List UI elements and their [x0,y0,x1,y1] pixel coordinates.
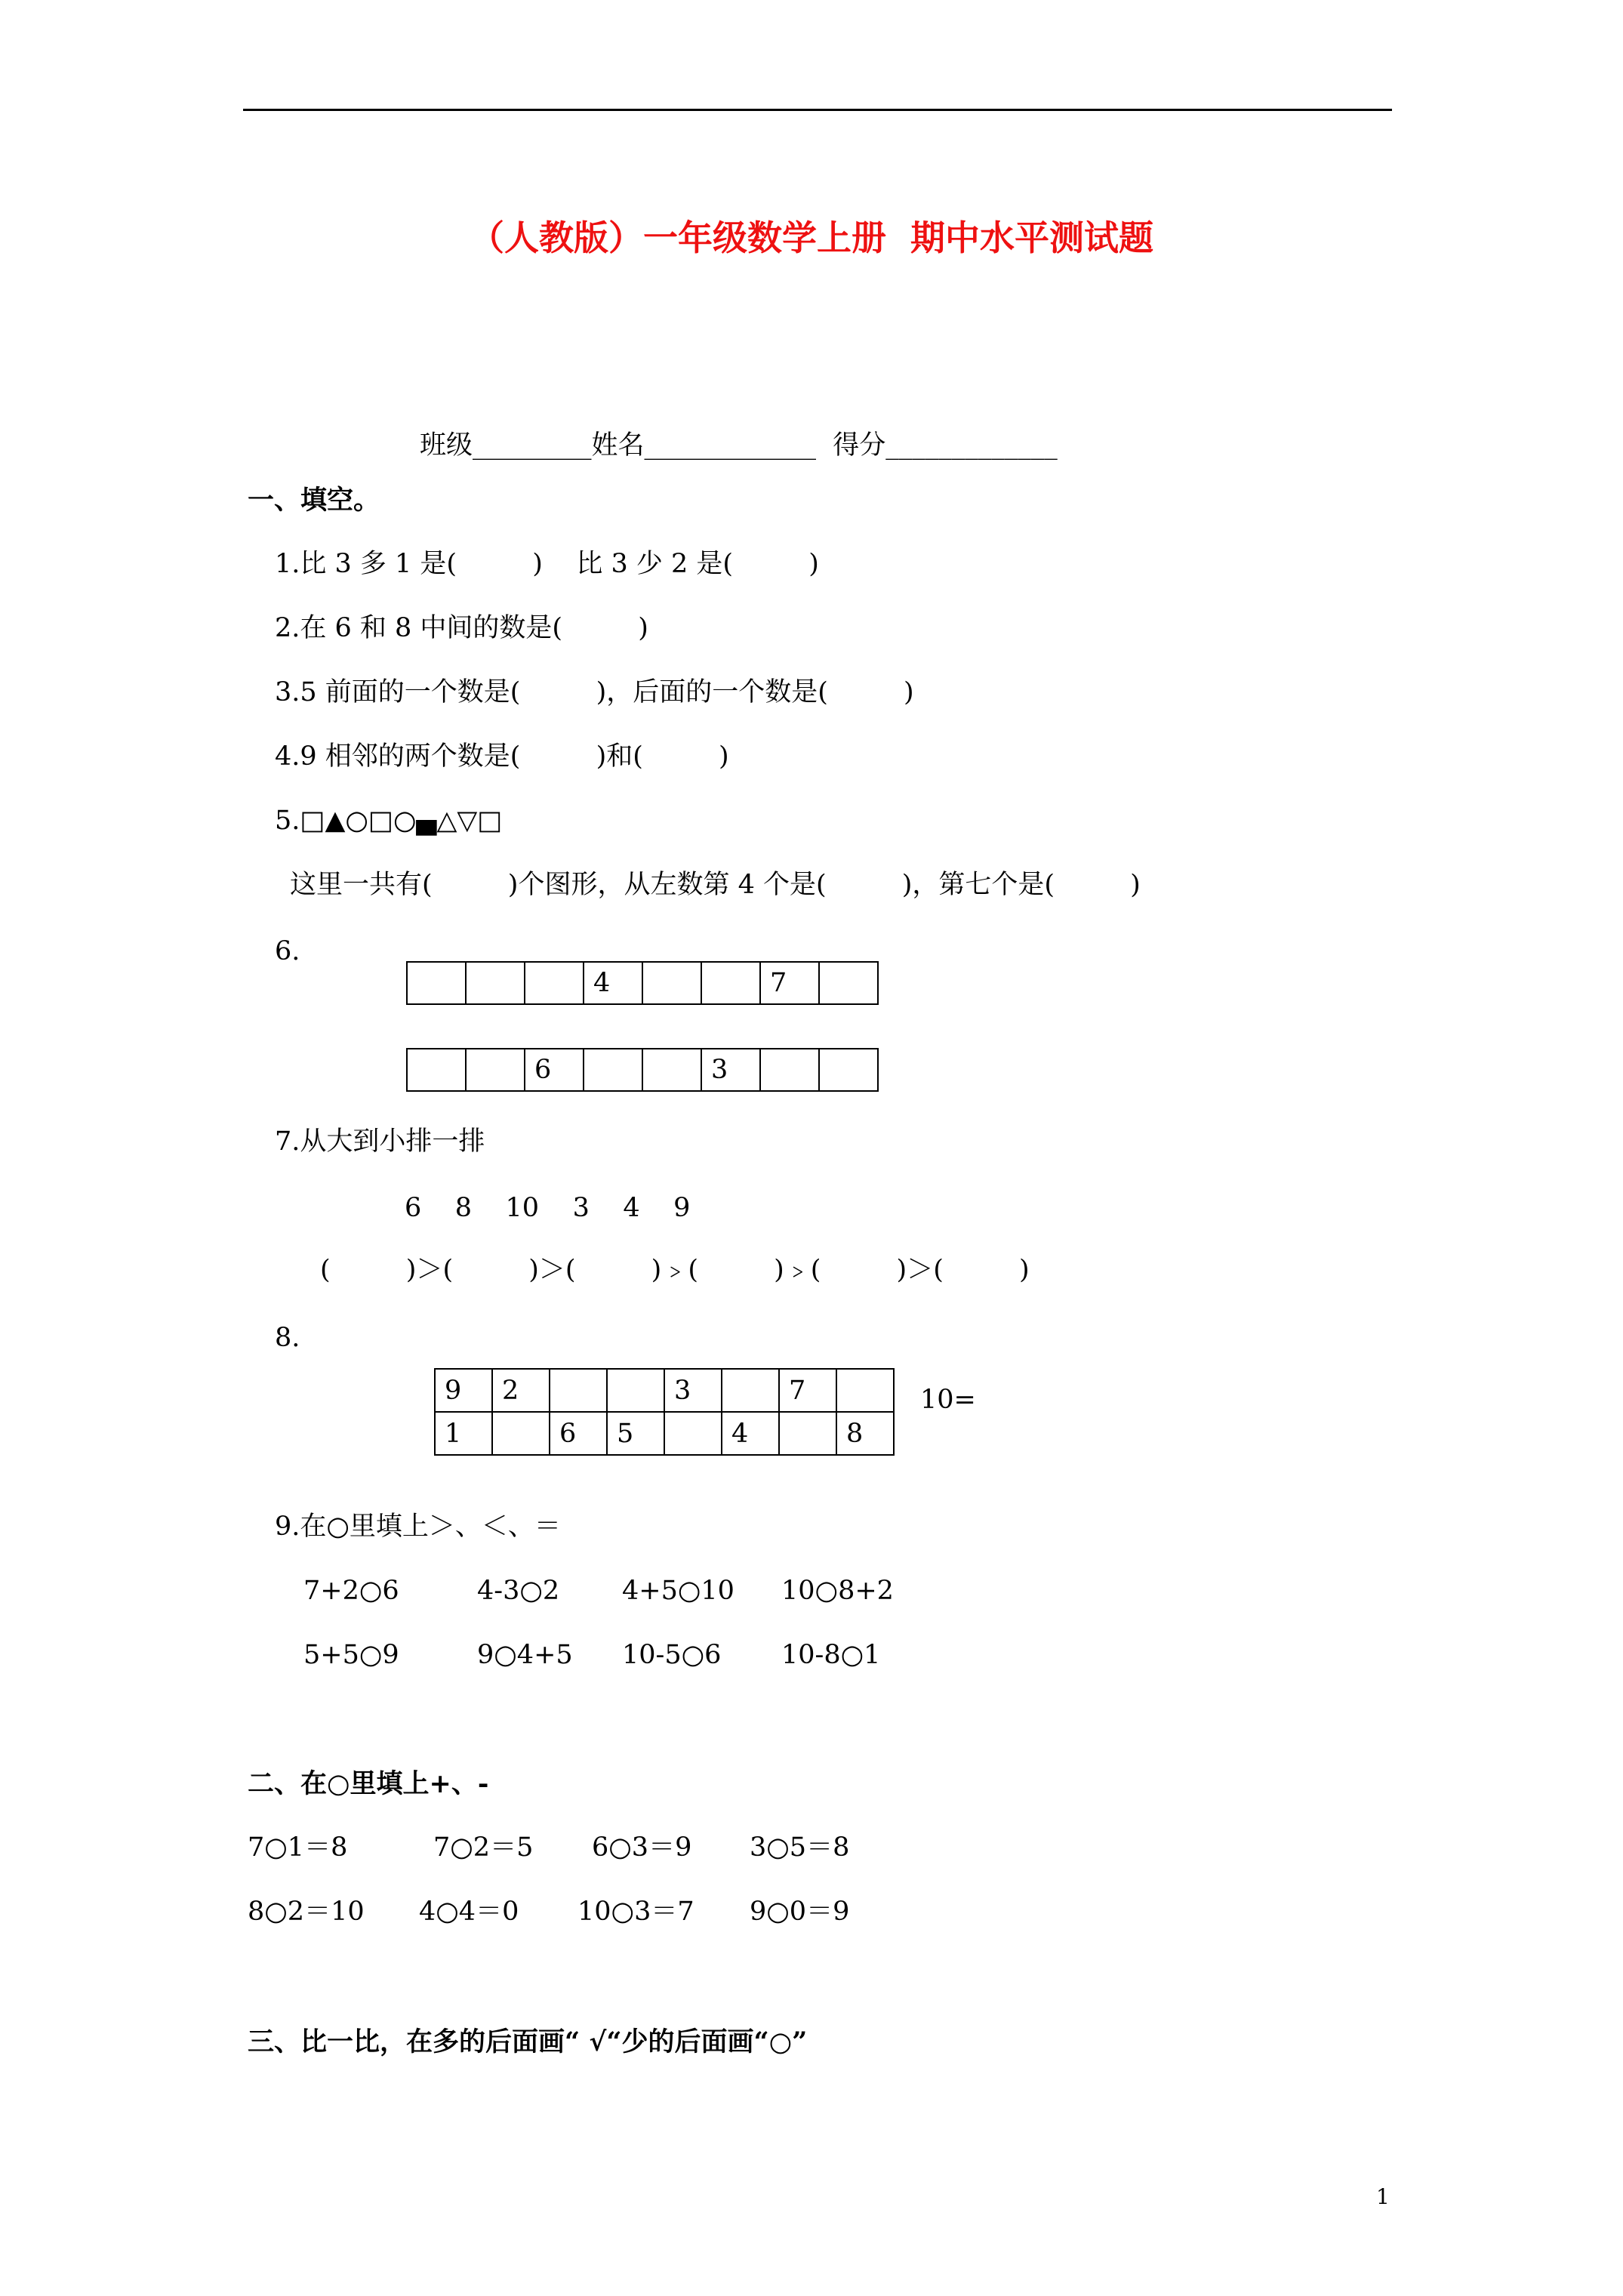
page-number: 1 [1376,2184,1390,2209]
header-rule [243,109,1392,111]
grid-cell: 3 [701,1049,760,1091]
question-9-item: 7+2○6 [303,1576,399,1606]
section1-heading: 一、填空。 [248,485,380,516]
grid-cell [492,1412,550,1455]
question-9-item: 10-5○6 [622,1640,722,1670]
question-9-item: 10-8○1 [781,1640,881,1670]
section2-item: 8○2＝10 [248,1897,365,1927]
question-5-text: 这里一共有( )个图形，从左数第 4 个是( )，第七个是( ) [290,870,1141,900]
grid-cell: 9 [435,1369,492,1412]
question-7-blanks: ( )＞( )＞( )﹥( )﹥( )＞( ) [320,1255,1030,1285]
grid-cell [701,962,760,1004]
grid-cell: 3 [664,1369,722,1412]
question-9-item: 10○8+2 [781,1576,894,1606]
grid-cell [642,962,701,1004]
question-2: 2.在 6 和 8 中间的数是( ) [275,613,648,643]
section2-item: 7○2＝5 [433,1832,534,1863]
grid-cell: 7 [779,1369,836,1412]
question-9-item: 5+5○9 [303,1640,399,1670]
student-info-line: 班级_________姓名_____________ 得分_____________ [420,430,1058,461]
section3-heading: 三、比一比，在多的后面画“ √“少的后面画“○” [248,2026,808,2057]
grid-cell [779,1412,836,1455]
grid-cell: 4 [584,962,642,1004]
grid-cell [760,1049,819,1091]
section2-item: 6○3＝9 [592,1832,692,1863]
grid-cell [607,1369,664,1412]
question-9-label: 9.在○里填上＞、＜、＝ [275,1512,561,1542]
section2-item: 7○1＝8 [248,1832,348,1863]
grid-cell [466,962,525,1004]
grid-cell [819,962,878,1004]
grid-cell: 7 [760,962,819,1004]
grid-cell: 2 [492,1369,550,1412]
section2-item: 9○0＝9 [750,1897,850,1927]
section2-item: 10○3＝7 [577,1897,694,1927]
grid-cell [642,1049,701,1091]
question-8-sum: 10= [920,1385,976,1415]
grid-cell: 6 [525,1049,584,1091]
question-9-item: 4+5○10 [622,1576,735,1606]
question-7-label: 7.从大到小排一排 [275,1126,485,1157]
question-9-item: 4-3○2 [477,1576,560,1606]
question-1: 1.比 3 多 1 是( ) 比 3 少 2 是( ) [275,549,819,579]
question-6-grid-bottom [406,1048,879,1092]
grid-cell: 8 [836,1412,894,1455]
question-7-numbers: 6 8 10 3 4 9 [405,1193,691,1223]
page-title: （人教版）一年级数学上册 期中水平测试题 [469,217,1154,258]
grid-cell: 4 [722,1412,779,1455]
question-6-grid-top [406,961,879,1005]
section2-heading: 二、在○里填上+、- [248,1768,489,1799]
grid-cell [407,1049,466,1091]
grid-cell [819,1049,878,1091]
grid-cell [836,1369,894,1412]
question-4: 4.9 相邻的两个数是( )和( ) [275,741,729,772]
question-5-shapes: 5.□▲○□○▄△▽□ [275,806,503,836]
grid-cell: 6 [550,1412,607,1455]
question-3: 3.5 前面的一个数是( )，后面的一个数是( ) [275,677,914,707]
grid-cell: 5 [607,1412,664,1455]
question-9-item: 9○4+5 [477,1640,573,1670]
section2-item: 4○4＝0 [419,1897,519,1927]
grid-cell [525,962,584,1004]
grid-cell [407,962,466,1004]
grid-cell [584,1049,642,1091]
question-8-grid [434,1368,895,1456]
question-6-label: 6. [275,936,300,966]
section2-item: 3○5＝8 [750,1832,850,1863]
grid-cell [550,1369,607,1412]
grid-cell [722,1369,779,1412]
question-8-label: 8. [275,1323,300,1353]
grid-cell [466,1049,525,1091]
grid-cell: 1 [435,1412,492,1455]
grid-cell [664,1412,722,1455]
